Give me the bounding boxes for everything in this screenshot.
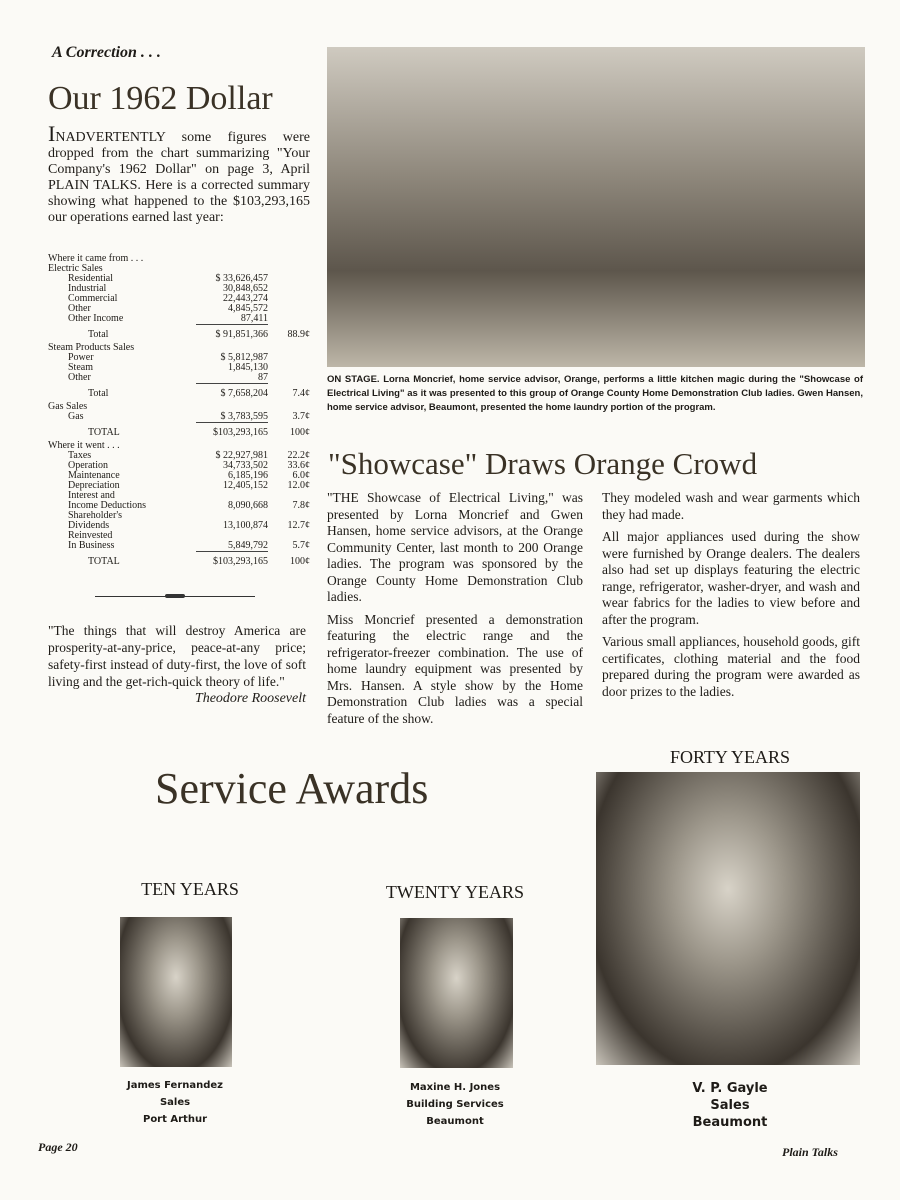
awardee-city: Beaumont: [692, 1115, 768, 1130]
row-label: Maintenance: [68, 470, 120, 481]
dollar-headline: Our 1962 Dollar: [48, 80, 273, 117]
row-label: Commercial: [68, 293, 118, 304]
row-cents: [268, 363, 310, 373]
row-cents: 7.8¢: [292, 500, 310, 511]
dollar-summary-table: [48, 254, 310, 570]
row-amount: $103,293,165: [196, 552, 268, 571]
row-cents: 12.0¢: [287, 480, 310, 491]
paragraph: "THE Showcase of Electrical Living," was presented by Lorna Moncrief and Gwen Hansen, home service advisors, at the Orange Community Center, last month to 200 Orange ladies. The program was sponsored by the Orange County Home Demonstration Club ladies.: [327, 490, 583, 604]
row-cents: 6.0¢: [292, 470, 310, 481]
row-label: Residential: [68, 273, 113, 284]
row-label: Other: [68, 303, 91, 314]
table-row: [48, 325, 310, 344]
row-cents: [268, 343, 310, 353]
article-column-2: [602, 490, 860, 706]
table-row: [48, 384, 310, 403]
paragraph: All major appliances used during the show were furnished by Orange dealers. The dealers also had set up displays featuring the electric range, refrigerator, washer-dryer, and wash and wear fabrics for the ladies to view before and after the program.: [602, 529, 860, 627]
paragraph: Miss Moncrief presented a demonstration featuring the electric range and the refrigerator-freezer combination. The use of home laundry equipment was presented by Mrs. Hansen. A style show by the Home Demonstration Club ladies was a special feature of the show.: [327, 611, 583, 726]
row-cents: [268, 314, 310, 325]
row-label: Gas Sales: [48, 401, 88, 412]
row-label: Taxes: [68, 450, 92, 461]
page-number: Page 20: [38, 1140, 78, 1154]
row-label: Interest and: [68, 490, 115, 501]
ornamental-divider: [95, 596, 255, 597]
quote-block: [48, 622, 306, 707]
table-row: [48, 552, 310, 571]
row-amount: $103,293,165: [196, 423, 268, 442]
table-row: [48, 412, 310, 423]
caption-text: Lorna Moncrief, home service advisor, Orange, performs a little kitchen magic during the "Showcase of Electrical Living" as it was presented to this group of Orange County Home Demonstration Club ladies. Gwen Hansen, home service advisor, Beaumont, presented the home laundry portion of the program.: [327, 374, 863, 413]
row-label: Dividends: [68, 520, 110, 531]
awardee-caption: [100, 1077, 250, 1128]
service-awards-headline: Service Awards: [155, 764, 429, 813]
portrait-vp-gayle: [596, 772, 860, 1065]
awardee-dept: Sales: [710, 1098, 750, 1113]
table-row: [48, 423, 310, 442]
row-amount: [196, 254, 268, 264]
row-amount: 1,845,130: [228, 362, 268, 373]
row-label: Other Income: [68, 313, 124, 325]
row-amount: $ 7,658,204: [196, 384, 268, 403]
correction-kicker: A Correction . . .: [52, 44, 161, 61]
quote-author: Theodore Roosevelt: [194, 691, 306, 706]
row-label: Shareholder's: [68, 510, 123, 521]
twenty-years-label: TWENTY YEARS: [385, 882, 525, 902]
row-label: Depreciation: [68, 480, 120, 491]
row-label: Other: [68, 372, 91, 384]
roosevelt-quote: "The things that will destroy America are prosperity-at-any-price, peace-at-any price; safety-first instead of duty-first, the love of soft living and the get-rich-quick theory of life.": [48, 623, 306, 689]
row-amount: $ 3,783,595: [220, 411, 268, 422]
row-amount: $ 33,626,457: [215, 273, 268, 284]
row-label: Operation: [68, 460, 108, 471]
row-amount: 87,411: [240, 313, 268, 324]
row-label: Industrial: [68, 283, 107, 294]
row-amount: 12,405,152: [223, 480, 268, 491]
row-cents: 7.4¢: [292, 387, 310, 399]
row-amount: 4,845,572: [228, 303, 268, 314]
showcase-audience-photo: [327, 47, 865, 367]
row-amount: 5,849,792: [228, 540, 268, 551]
forty-years-label: FORTY YEARS: [669, 747, 791, 767]
row-label: Electric Sales: [48, 263, 103, 274]
awardee-name: V. P. Gayle: [692, 1081, 768, 1096]
row-label: Income Deductions: [68, 500, 147, 511]
row-amount: 34,733,502: [223, 460, 268, 471]
ten-years-label: TEN YEARS: [141, 879, 239, 899]
awardee-name: James Fernandez: [127, 1080, 223, 1091]
row-cents: [268, 304, 310, 314]
row-cents: 100¢: [290, 555, 310, 567]
row-cents: 88.9¢: [287, 328, 310, 340]
row-cents: [268, 353, 310, 363]
row-amount: $ 5,812,987: [220, 352, 268, 363]
row-cents: 100¢: [290, 426, 310, 438]
table-row: [48, 541, 310, 552]
row-label: Power: [68, 352, 94, 363]
photo-caption: [327, 373, 863, 415]
row-amount: 87: [258, 372, 268, 383]
row-amount: 22,443,274: [223, 293, 268, 304]
article-column-1: [327, 490, 583, 733]
row-label: In Business: [68, 540, 115, 552]
publication-name: Plain Talks: [782, 1145, 838, 1159]
row-cents: [268, 254, 310, 264]
row-cents: 22.2¢: [287, 450, 310, 461]
table-row: [48, 402, 310, 412]
row-amount: $ 22,927,981: [215, 450, 268, 461]
correction-intro: [48, 121, 310, 226]
row-cents: [268, 284, 310, 294]
awardee-dept: Building Services: [406, 1099, 504, 1110]
row-label: TOTAL: [88, 426, 120, 438]
showcase-headline: "Showcase" Draws Orange Crowd: [328, 446, 758, 481]
awardee-name: Maxine H. Jones: [409, 1082, 501, 1093]
intro-text: NADVERTENTLY some figures were dropped from the chart summarizing "Your Company's 1962 Dollar" on page 3, April PLAIN TALKS. Here is a corrected summary showing what happened to the $103,293,165 our operations earned last year:: [48, 130, 310, 225]
awardee-city: Beaumont: [426, 1116, 484, 1127]
row-label: Where it came from . . .: [48, 253, 144, 264]
awardee-caption: [380, 1079, 530, 1130]
caption-lead: ON STAGE.: [327, 374, 380, 385]
row-label: Steam: [68, 362, 93, 373]
row-cents: [268, 274, 310, 284]
row-cents: 5.7¢: [292, 540, 310, 552]
awardee-dept: Sales: [159, 1097, 191, 1108]
row-cents: [268, 294, 310, 304]
row-label: Where it went . . .: [48, 440, 120, 451]
row-label: Gas: [68, 411, 84, 423]
row-cents: 12.7¢: [287, 520, 310, 531]
row-amount: 6,185,196: [228, 470, 268, 481]
row-amount: $ 91,851,366: [196, 325, 268, 344]
portrait-james-fernandez: [120, 917, 232, 1067]
row-label: TOTAL: [88, 555, 120, 567]
paragraph: They modeled wash and wear garments which they had made.: [602, 490, 860, 522]
table-row: [48, 373, 310, 384]
row-cents: [268, 264, 310, 274]
awardee-city: Port Arthur: [142, 1114, 207, 1125]
row-amount: 30,848,652: [223, 283, 268, 294]
row-label: Total: [88, 328, 109, 340]
drop-cap: I: [48, 121, 56, 146]
row-cents: 3.7¢: [292, 411, 310, 423]
row-label: Reinvested: [68, 530, 113, 541]
row-label: Steam Products Sales: [48, 342, 135, 353]
portrait-maxine-jones: [400, 918, 513, 1068]
row-label: Total: [88, 387, 109, 399]
row-amount: 13,100,874: [223, 520, 268, 531]
awardee-caption: [650, 1080, 810, 1131]
row-amount: 8,090,668: [228, 500, 268, 511]
row-cents: 33.6¢: [287, 460, 310, 471]
table-row: [48, 314, 310, 325]
paragraph: Various small appliances, household goods, gift certificates, clothing material and the food prepared during the program were awarded as door prizes to the ladies.: [602, 634, 860, 699]
row-cents: [268, 373, 310, 384]
